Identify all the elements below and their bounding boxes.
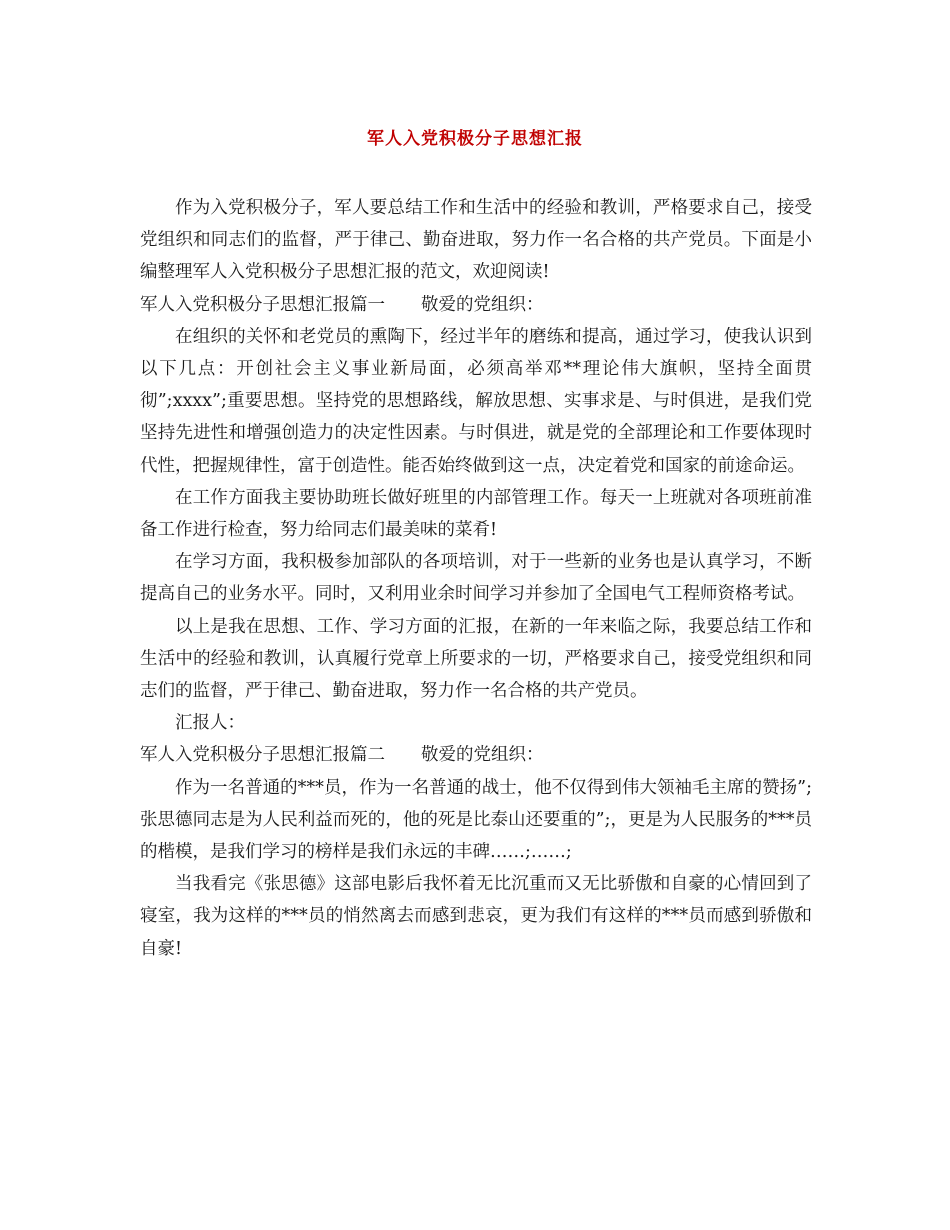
intro-paragraph: 作为入党积极分子，军人要总结工作和生活中的经验和教训，严格要求自己，接受党组织和同志们的监督，严于律己、勤奋进取，努力作一名合格的共产党员。下面是小编整理军人入党积极分子思想汇报的范文，欢迎阅读! bbox=[140, 198, 812, 283]
document-title: 军人入党积极分子思想汇报 bbox=[367, 129, 583, 149]
section-one-heading bbox=[140, 289, 812, 321]
document-body bbox=[140, 192, 812, 965]
body-paragraph: 作为一名普通的***员，作为一名普通的战士，他不仅得到伟大领袖毛主席的赞扬”;张思德同志是为人民利益而死的，他的死是比泰山还要重的”;，更是为人民服务的***员的楷模，是我们学习的榜样是我们永远的丰碑……;……; bbox=[140, 777, 812, 863]
section-one-greeting: 敬爱的党组织： bbox=[421, 294, 544, 315]
reporter-signature-line: 汇报人： bbox=[175, 713, 245, 734]
body-paragraph: 以上是我在思想、工作、学习方面的汇报，在新的一年来临之际，我要总结工作和生活中的经验和教训，认真履行党章上所要求的一切，严格要求自己，接受党组织和同志们的监督，严于律己、勤奋进取，努力作一名合格的共产党员。 bbox=[140, 616, 812, 702]
section-two-title: 军人入党积极分子思想汇报篇二 bbox=[140, 745, 385, 766]
section-two-heading bbox=[140, 739, 812, 771]
section-two-greeting: 敬爱的党组织： bbox=[421, 745, 544, 766]
body-paragraph: 当我看完《张思德》这部电影后我怀着无比沉重而又无比骄傲和自豪的心情回到了寝室，我为这样的***员的悄然离去而感到悲哀，更为我们有这样的***员而感到骄傲和自豪! bbox=[140, 874, 812, 959]
body-paragraph: 在工作方面我主要协助班长做好班里的内部管理工作。每天一上班就对各项班前准备工作进行检查，努力给同志们最美味的菜肴! bbox=[140, 487, 812, 541]
body-paragraph: 在学习方面，我积极参加部队的各项培训，对于一些新的业务也是认真学习，不断提高自己的业务水平。同时，又利用业余时间学习并参加了全国电气工程师资格考试。 bbox=[140, 552, 812, 605]
section-one-title: 军人入党积极分子思想汇报篇一 bbox=[140, 294, 385, 315]
body-paragraph: 在组织的关怀和老党员的熏陶下，经过半年的磨练和提高，通过学习，使我认识到以下几点：开创社会主义事业新局面，必须高举邓**理论伟大旗帜，坚持全面贯彻”;xxxx”;重要思想。坚持党的思想路线，解放思想、实事求是、与时俱进，是我们党坚持先进性和增强创造力的决定性因素。与时俱进，就是党的全部理论和工作要体现时代性，把握规律性，富于创造性。能否始终做到这一点，决定着党和国家的前途命运。 bbox=[140, 326, 812, 476]
